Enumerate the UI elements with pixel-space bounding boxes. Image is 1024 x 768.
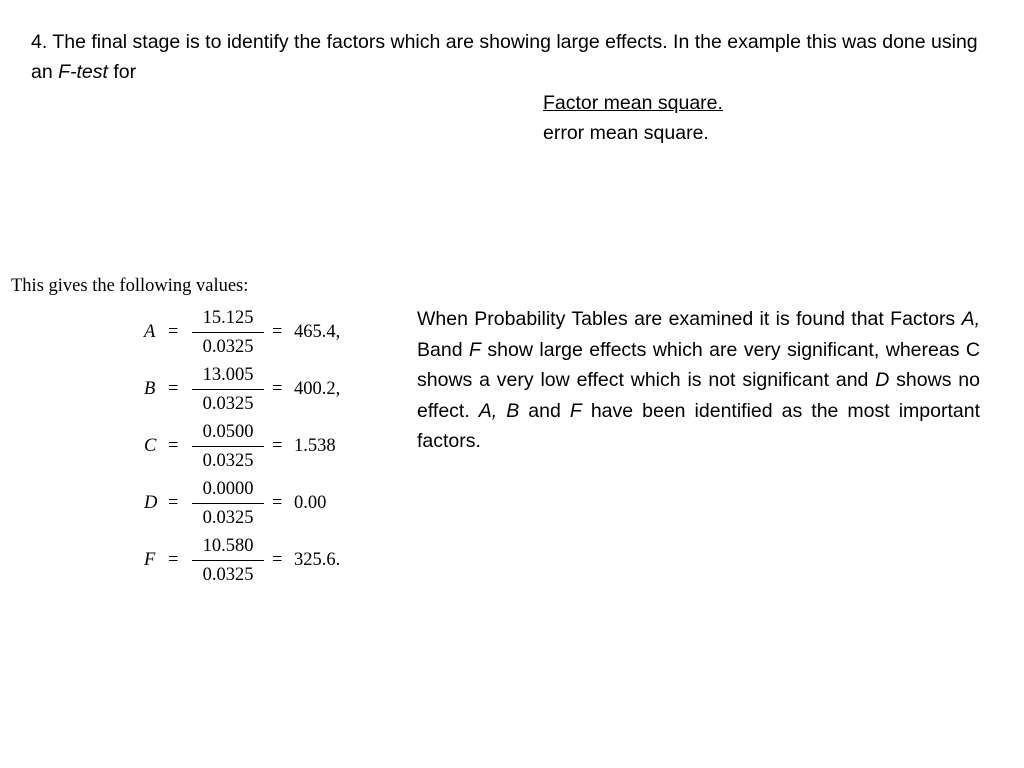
values-heading: This gives the following values:	[11, 276, 249, 296]
fraction-bar	[192, 389, 264, 390]
equation-d	[144, 477, 404, 529]
equation-b	[144, 363, 404, 415]
fraction	[192, 306, 264, 359]
fraction-numerator: 0.0500	[202, 422, 254, 442]
fraction-denominator: 0.0325	[202, 394, 254, 414]
equals-sign: =	[168, 493, 179, 513]
factor-label: D	[875, 369, 890, 391]
intro-text-before: 4. The final stage is to identify the factors which are showing large effects. In the example this was done using an	[31, 31, 978, 83]
fraction-bar	[192, 332, 264, 333]
equation-result: 0.00	[294, 493, 327, 513]
equation-result: 465.4,	[294, 322, 341, 342]
intro-paragraph	[31, 27, 991, 87]
equals-sign: =	[272, 379, 283, 399]
equation-c	[144, 420, 404, 472]
equals-sign: =	[168, 379, 179, 399]
equation-result: 1.538	[294, 436, 336, 456]
factor-label: F	[469, 338, 481, 361]
equals-sign: =	[272, 322, 283, 342]
intro-test-name: F-test	[58, 61, 108, 83]
fraction	[192, 534, 264, 587]
fraction-numerator: 0.0000	[202, 479, 254, 499]
equation-f	[144, 534, 404, 586]
fraction-bar	[192, 560, 264, 561]
equation-result: 400.2,	[294, 379, 341, 399]
equation-variable: A	[144, 322, 156, 342]
fraction	[192, 477, 264, 530]
conclusion-text: show large effects which are very significant, whereas C shows a very low effect which is not significant and	[417, 338, 981, 391]
equals-sign: =	[272, 493, 283, 513]
conclusion-text: shows no effect.	[417, 369, 980, 422]
fraction-numerator: 10.580	[202, 536, 254, 556]
ratio-numerator: Factor mean square.	[543, 92, 723, 114]
intro-text-after: for	[107, 61, 137, 83]
equation-a	[144, 306, 404, 358]
ratio-denominator: error mean square.	[543, 122, 709, 144]
mean-square-ratio	[543, 88, 723, 148]
equals-sign: =	[272, 550, 283, 570]
equals-sign: =	[168, 322, 179, 342]
equation-result: 325.6.	[294, 550, 341, 570]
factor-label: A, B	[478, 399, 520, 422]
fraction-numerator: 15.125	[202, 308, 254, 328]
conclusion-text: and	[519, 399, 570, 422]
equation-variable: B	[144, 379, 156, 399]
conclusion-text: When Probability Tables are examined it is found that Factors	[417, 308, 962, 330]
equals-sign: =	[168, 436, 179, 456]
equation-variable: C	[144, 436, 157, 456]
equals-sign: =	[168, 550, 179, 570]
fraction	[192, 420, 264, 473]
fraction	[192, 363, 264, 416]
factor-label: A,	[961, 308, 980, 330]
equation-variable: F	[144, 550, 156, 570]
fraction-bar	[192, 446, 264, 447]
equals-sign: =	[272, 436, 283, 456]
fraction-numerator: 13.005	[202, 365, 254, 385]
fraction-denominator: 0.0325	[202, 337, 254, 357]
factor-label: F	[569, 399, 582, 422]
fraction-denominator: 0.0325	[202, 565, 254, 585]
fraction-denominator: 0.0325	[202, 451, 254, 471]
fraction-denominator: 0.0325	[202, 508, 254, 528]
conclusion-text: Band	[417, 338, 470, 361]
equation-variable: D	[144, 493, 158, 513]
fraction-bar	[192, 503, 264, 504]
conclusion-paragraph	[417, 304, 980, 457]
conclusion-text: have been identified as the most important factors.	[417, 399, 980, 452]
